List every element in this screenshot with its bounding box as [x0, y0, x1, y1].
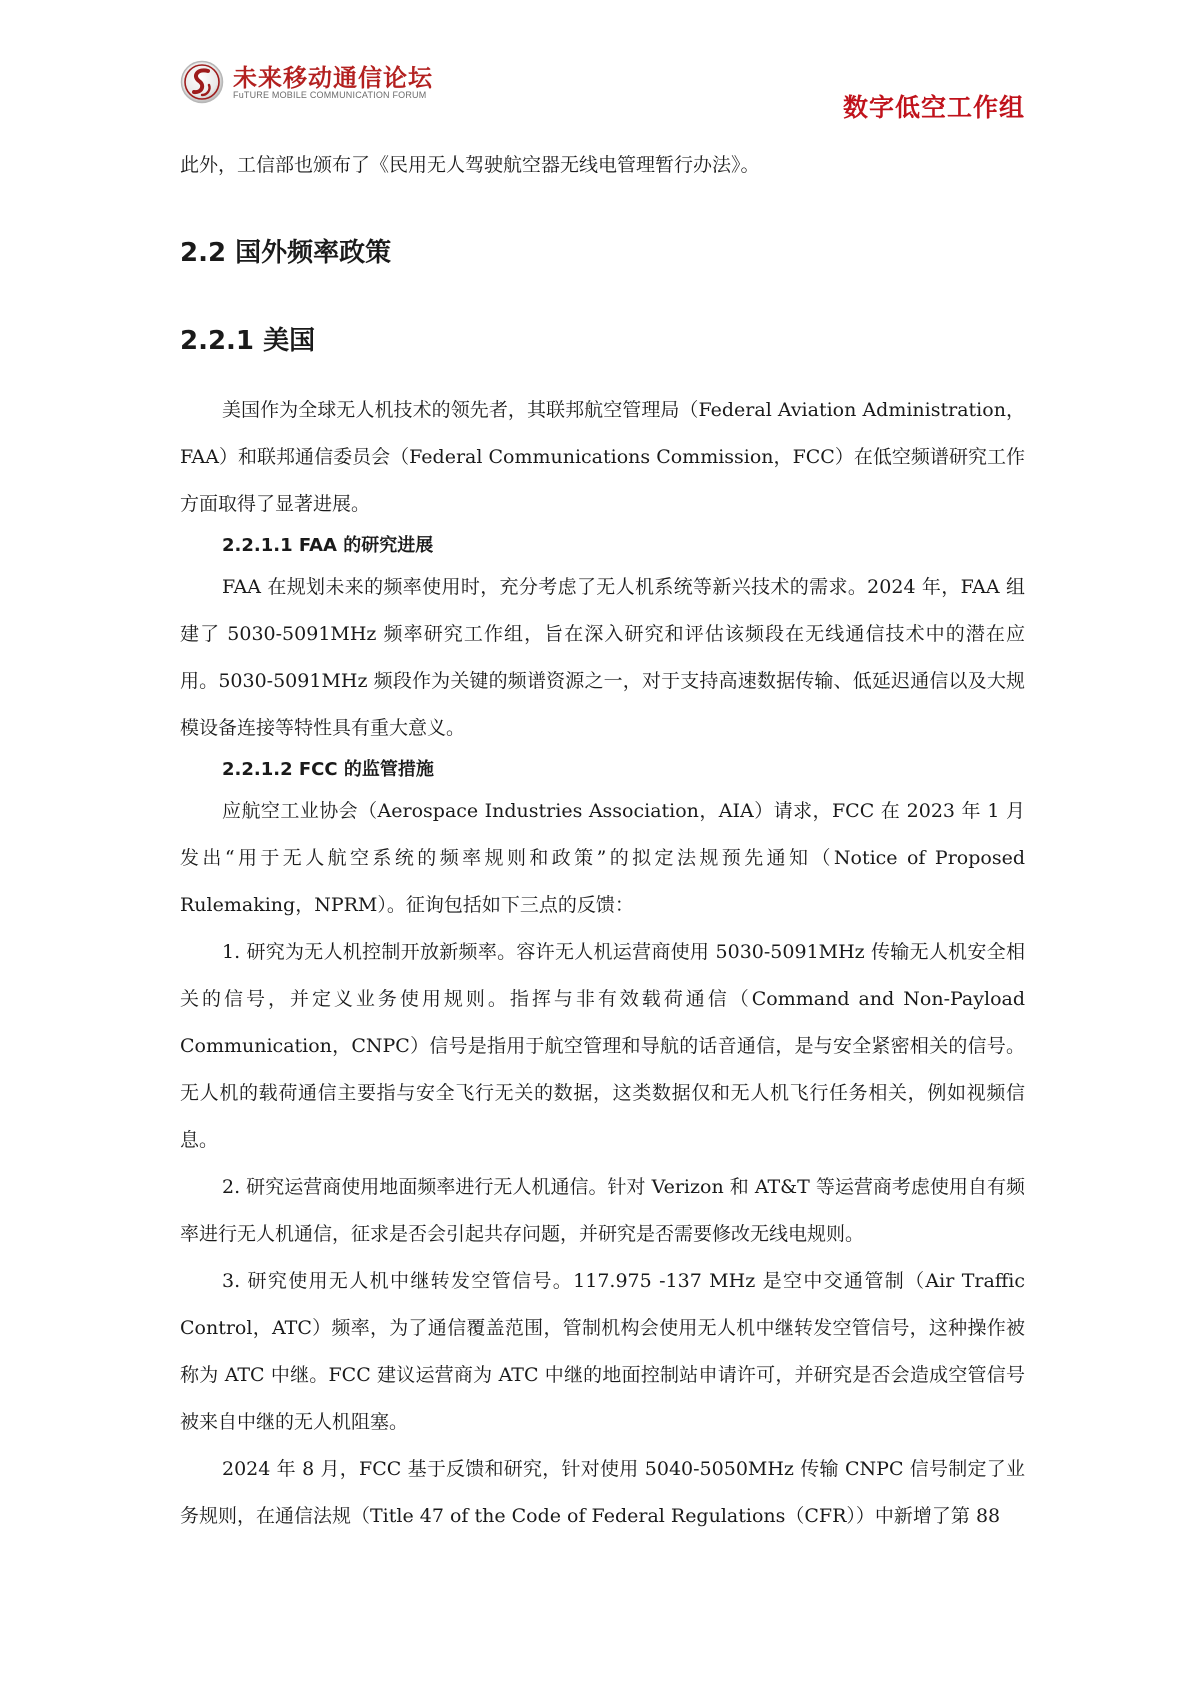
paragraph-item-3: 3. 研究使用无人机中继转发空管信号。117.975 -137 MHz 是空中交通管制（Air Traffic Control，ATC）频率，为了通信覆盖范围，管制机构会使用无人机中继转发空管信号，这种操作被称为 ATC 中继。FCC 建议运营商为 ATC 中继的地面控制站申请许可，并研究是否会造成空管信号被来自中继的无人机阻塞。	[180, 1270, 1025, 1433]
heading-2-2-1-1: 2.2.1.1 FAA 的研究进展	[222, 535, 434, 556]
document-body	[180, 142, 1025, 1540]
heading-2-2: 2.2 国外频率政策	[180, 238, 392, 268]
paragraph-item-1: 1. 研究为无人机控制开放新频率。容许无人机运营商使用 5030-5091MHz 传输无人机安全相关的信号，并定义业务使用规则。指挥与非有效载荷通信（Command and Non-Payload Communication，CNPC）信号是指用于航空管理和导航的话音通信，是与安全紧密相关的信号。无人机的载荷通信主要指与安全飞行无关的数据，这类数据仅和无人机飞行任务相关，例如视频信息。	[180, 941, 1025, 1151]
heading-2-2-1-2: 2.2.1.2 FCC 的监管措施	[222, 759, 434, 780]
forum-name-en: FuTURE MOBILE COMMUNICATION FORUM	[233, 90, 427, 100]
paragraph-fcc-nprm: 应航空工业协会（Aerospace Industries Association，AIA）请求，FCC 在 2023 年 1 月发出“用于无人航空系统的频率规则和政策”的拟定法规预先通知（Notice of Proposed Rulemaking，NPRM）。征询包括如下三点的反馈：	[180, 800, 1025, 916]
paragraph-faa-progress: FAA 在规划未来的频率使用时，充分考虑了无人机系统等新兴技术的需求。2024 年，FAA 组建了 5030-5091MHz 频率研究工作组，旨在深入研究和评估该频段在无线通信技术中的潜在应用。5030-5091MHz 频段作为关键的频谱资源之一，对于支持高速数据传输、低延迟通信以及大规模设备连接等特性具有重大意义。	[180, 576, 1025, 739]
heading-2-2-1: 2.2.1 美国	[180, 326, 316, 356]
working-group-title: 数字低空工作组	[842, 93, 1025, 122]
paragraph-intro: 此外，工信部也颁布了《民用无人驾驶航空器无线电管理暂行办法》。	[180, 154, 760, 176]
paragraph-fcc-rules: 2024 年 8 月，FCC 基于反馈和研究，针对使用 5040-5050MHz 传输 CNPC 信号制定了业务规则，在通信法规（Title 47 of the Code of Federal Regulations（CFR））中新增了第 88	[180, 1458, 1025, 1527]
paragraph-usa-overview: 美国作为全球无人机技术的领先者，其联邦航空管理局（Federal Aviation Administration，FAA）和联邦通信委员会（Federal Communications Commission，FCC）在低空频谱研究工作方面取得了显著进展。	[180, 399, 1025, 515]
forum-name-cn: 未来移动通信论坛	[233, 63, 433, 92]
forum-logo-icon	[180, 60, 224, 104]
paragraph-item-2: 2. 研究运营商使用地面频率进行无人机通信。针对 Verizon 和 AT&T 等运营商考虑使用自有频率进行无人机通信，征求是否会引起共存问题，并研究是否需要修改无线电规则。	[180, 1176, 1025, 1245]
page-header	[180, 58, 1025, 122]
